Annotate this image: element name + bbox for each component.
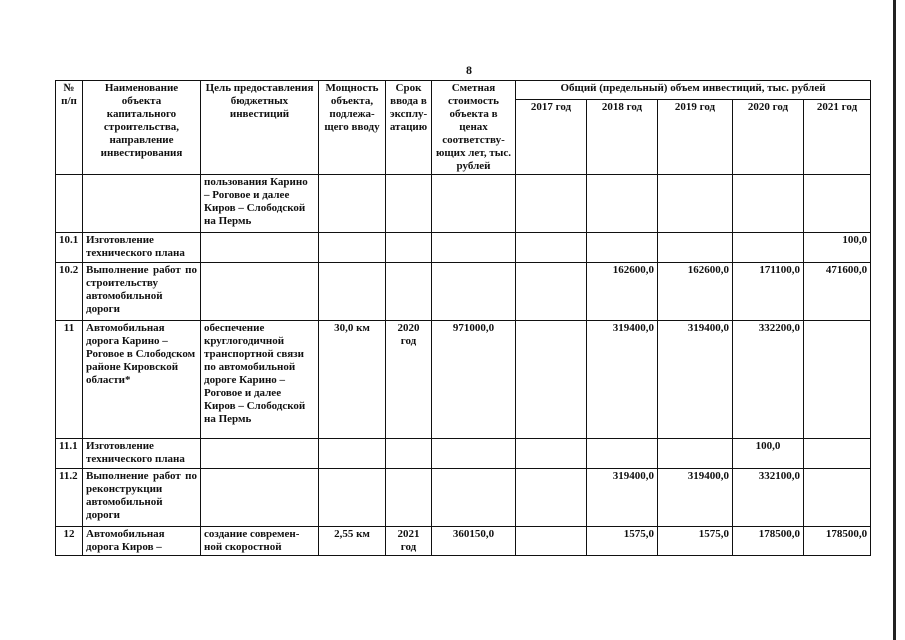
cell-2017 — [516, 321, 587, 439]
cell-2018: 1575,0 — [587, 527, 658, 556]
cell-2021 — [804, 175, 871, 233]
cell-term: 2021 год — [386, 527, 432, 556]
cell-2021 — [804, 469, 871, 527]
cell-name: Изготовление технического плана — [83, 439, 201, 469]
table-row — [56, 469, 871, 527]
cell-2019 — [658, 439, 733, 469]
cell-term — [386, 175, 432, 233]
cell-2017 — [516, 469, 587, 527]
header-year-2018: 2018 год — [587, 100, 658, 175]
cell-2021: 178500,0 — [804, 527, 871, 556]
investment-table — [55, 80, 871, 556]
cell-term — [386, 469, 432, 527]
table-row — [56, 233, 871, 263]
cell-term — [386, 263, 432, 321]
cell-name: Автомобильная дорога Карино – Роговое в Слободском районе Кировской области* — [83, 321, 201, 439]
cell-num: 11.1 — [56, 439, 83, 469]
cell-2017 — [516, 263, 587, 321]
cell-name: Выполнение работ по строительству автомобильной дороги — [83, 263, 201, 321]
cell-capacity — [319, 439, 386, 469]
cell-2020: 100,0 — [733, 439, 804, 469]
cell-num: 10.1 — [56, 233, 83, 263]
cell-name: Выполнение работ по реконструкции автомобильной дороги — [83, 469, 201, 527]
table-row — [56, 321, 871, 439]
cell-2020: 332100,0 — [733, 469, 804, 527]
cell-num: 10.2 — [56, 263, 83, 321]
cell-num — [56, 175, 83, 233]
cell-2019: 319400,0 — [658, 469, 733, 527]
cell-name: Автомобильная дорога Киров – — [83, 527, 201, 556]
header-year-2020: 2020 год — [733, 100, 804, 175]
cell-capacity — [319, 233, 386, 263]
cell-goal — [201, 233, 319, 263]
cell-2021: 100,0 — [804, 233, 871, 263]
cell-name: Изготовление технического плана — [83, 233, 201, 263]
header-goal: Цель предоставления бюджетных инвестиций — [201, 81, 319, 175]
cell-goal: создание современ-ной скоростной — [201, 527, 319, 556]
cell-goal: обеспечение круглогодичной транспортной связи по автомобильной дороге Карино – Роговое и далее Киров – Слободской на Пермь — [201, 321, 319, 439]
cell-num: 11 — [56, 321, 83, 439]
cell-2018: 319400,0 — [587, 469, 658, 527]
cell-2019 — [658, 233, 733, 263]
scan-edge-line — [893, 0, 896, 640]
cell-capacity — [319, 263, 386, 321]
cell-term — [386, 439, 432, 469]
header-year-2017: 2017 год — [516, 100, 587, 175]
cell-2019: 162600,0 — [658, 263, 733, 321]
cell-2020: 171100,0 — [733, 263, 804, 321]
cell-cost — [432, 263, 516, 321]
cell-2018 — [587, 439, 658, 469]
cell-cost — [432, 439, 516, 469]
cell-cost — [432, 469, 516, 527]
cell-2021 — [804, 321, 871, 439]
cell-2017 — [516, 527, 587, 556]
cell-num: 12 — [56, 527, 83, 556]
cell-2017 — [516, 439, 587, 469]
cell-goal — [201, 469, 319, 527]
header-capacity: Мощность объекта, подлежа-щего вводу — [319, 81, 386, 175]
cell-goal — [201, 263, 319, 321]
table-row — [56, 175, 871, 233]
page-number: 8 — [466, 63, 472, 77]
header-year-2021: 2021 год — [804, 100, 871, 175]
cell-term: 2020 год — [386, 321, 432, 439]
cell-capacity: 30,0 км — [319, 321, 386, 439]
cell-goal — [201, 439, 319, 469]
header-cost: Сметная стоимость объекта в ценах соответству-ющих лет, тыс. рублей — [432, 81, 516, 175]
cell-term — [386, 233, 432, 263]
cell-cost — [432, 175, 516, 233]
cell-2020: 178500,0 — [733, 527, 804, 556]
cell-2019 — [658, 175, 733, 233]
cell-2020 — [733, 175, 804, 233]
cell-2018: 162600,0 — [587, 263, 658, 321]
cell-2019: 1575,0 — [658, 527, 733, 556]
header-investment: Общий (предельный) объем инвестиций, тыс. рублей — [516, 81, 871, 100]
header-term: Срок ввода в эксплу-атацию — [386, 81, 432, 175]
cell-2017 — [516, 175, 587, 233]
cell-2020: 332200,0 — [733, 321, 804, 439]
header-name: Наименование объекта капитального строительства, направление инвестирования — [83, 81, 201, 175]
cell-name — [83, 175, 201, 233]
cell-capacity: 2,55 км — [319, 527, 386, 556]
header-num: № п/п — [56, 81, 83, 175]
cell-cost: 971000,0 — [432, 321, 516, 439]
cell-cost: 360150,0 — [432, 527, 516, 556]
cell-capacity — [319, 469, 386, 527]
cell-2017 — [516, 233, 587, 263]
cell-2021 — [804, 439, 871, 469]
cell-2018 — [587, 175, 658, 233]
cell-2021: 471600,0 — [804, 263, 871, 321]
cell-cost — [432, 233, 516, 263]
table-row — [56, 439, 871, 469]
cell-2018 — [587, 233, 658, 263]
cell-capacity — [319, 175, 386, 233]
cell-2020 — [733, 233, 804, 263]
header-row-1 — [56, 81, 871, 100]
table-row — [56, 263, 871, 321]
cell-2019: 319400,0 — [658, 321, 733, 439]
cell-2018: 319400,0 — [587, 321, 658, 439]
cell-num: 11.2 — [56, 469, 83, 527]
cell-goal: пользования Карино – Роговое и далее Киров – Слободской на Пермь — [201, 175, 319, 233]
header-year-2019: 2019 год — [658, 100, 733, 175]
table-row — [56, 527, 871, 556]
